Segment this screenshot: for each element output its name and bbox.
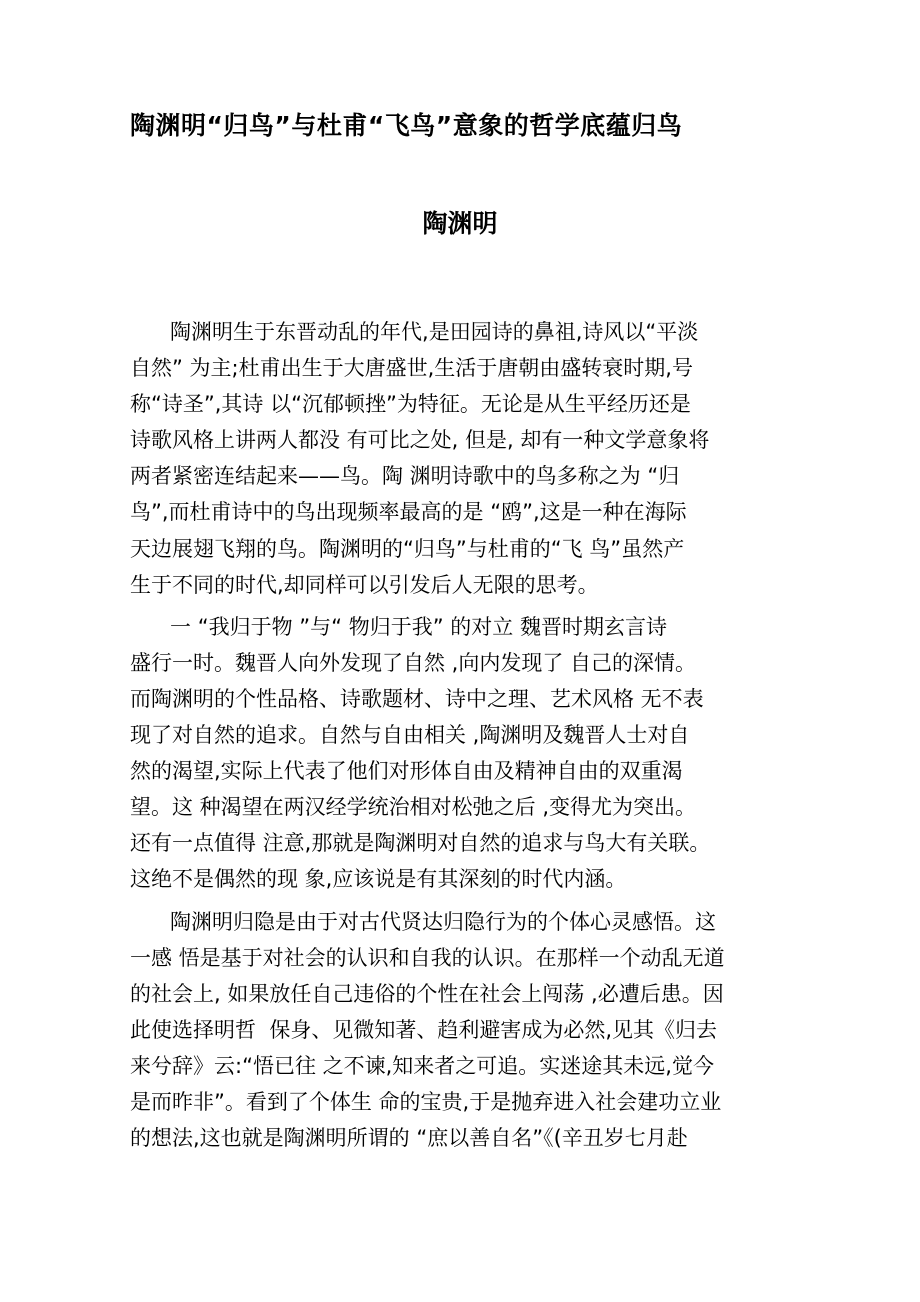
text-line: 诗歌风格上讲两人都没 有可比之处, 但是, 却有一种文学意象将 [130, 428, 710, 453]
text-line: 生于不同的时代,却同样可以引发后人无限的思考。 [130, 572, 599, 597]
text-line: 鸟”,而杜甫诗中的鸟出现频率最高的是 “鸥”,这是一种在海际 [130, 500, 687, 525]
text-line: 称“诗圣”,其诗 以“沉郁顿挫”为特征。无论是从生平经历还是 [130, 392, 691, 417]
text-line: 天边展翅飞翔的鸟。陶渊明的“归鸟”与杜甫的“飞 鸟”虽然产 [130, 536, 685, 561]
text-line: 这绝不是偶然的现 象,应该说是有其深刻的时代内涵。 [130, 867, 627, 892]
paragraph [130, 609, 810, 898]
text-line: 一 “我归于物 ”与“ 物归于我” 的对立 魏晋时期玄言诗 [130, 614, 667, 639]
text-line: 望。这 种渴望在两汉经学统治相对松弛之后 ,变得尤为突出。 [130, 795, 697, 820]
text-line: 来兮辞》云:“悟已往 之不谏,知来者之可追。实迷途其未远,觉今 [130, 1053, 714, 1078]
text-line: 还有一点值得 注意,那就是陶渊明对自然的追求与鸟大有关联。 [130, 831, 711, 856]
text-line: 然的渴望,实际上代表了他们对形体自由及精神自由的双重渴 [130, 759, 683, 784]
text-line: 的想法,这也就是陶渊明所谓的 “庶以善自名”《(辛丑岁七月赴 [130, 1126, 688, 1151]
paragraph [130, 314, 810, 603]
text-line: 陶渊明生于东晋动乱的年代,是田园诗的鼻祖,诗风以“平淡 [130, 320, 699, 344]
paragraph [130, 904, 810, 1157]
text-line: 盛行一时。魏晋人向外发现了自然 ,向内发现了 自己的深情。 [130, 650, 697, 675]
text-line: 而陶渊明的个性品格、诗歌题材、诗中之理、艺术风格 无不表 [130, 686, 704, 711]
text-line: 现了对自然的追求。自然与自由相关 ,陶渊明及魏晋人士对自 [130, 723, 690, 748]
text-line: 两者紧密连结起来——鸟。陶 渊明诗歌中的鸟多称之为 “归 [130, 464, 680, 489]
body-text [130, 314, 810, 1156]
author-name: 陶渊明 [422, 209, 498, 238]
document-title: 陶渊明“归鸟”与杜甫“飞鸟”意象的哲学底蕴归鸟 [130, 111, 683, 140]
text-line: 此使选择明哲 保身、见微知著、趋利避害成为必然,见其《归去 [130, 1017, 718, 1042]
text-line: 自然” 为主;杜甫出生于大唐盛世,生活于唐朝由盛转衰时期,号 [130, 356, 693, 381]
text-line: 一感 悟是基于对社会的认识和自我的认识。在那样一个动乱无道 [130, 945, 725, 970]
text-line: 陶渊明归隐是由于对古代贤达归隐行为的个体心灵感悟。这 [130, 909, 717, 934]
text-line: 的社会上, 如果放任自己违俗的个性在社会上闯荡 ,必遭后患。因 [130, 981, 724, 1006]
text-line: 是而昨非”。看到了个体生 命的宝贵,于是抛弃进入社会建功立业 [130, 1089, 722, 1114]
